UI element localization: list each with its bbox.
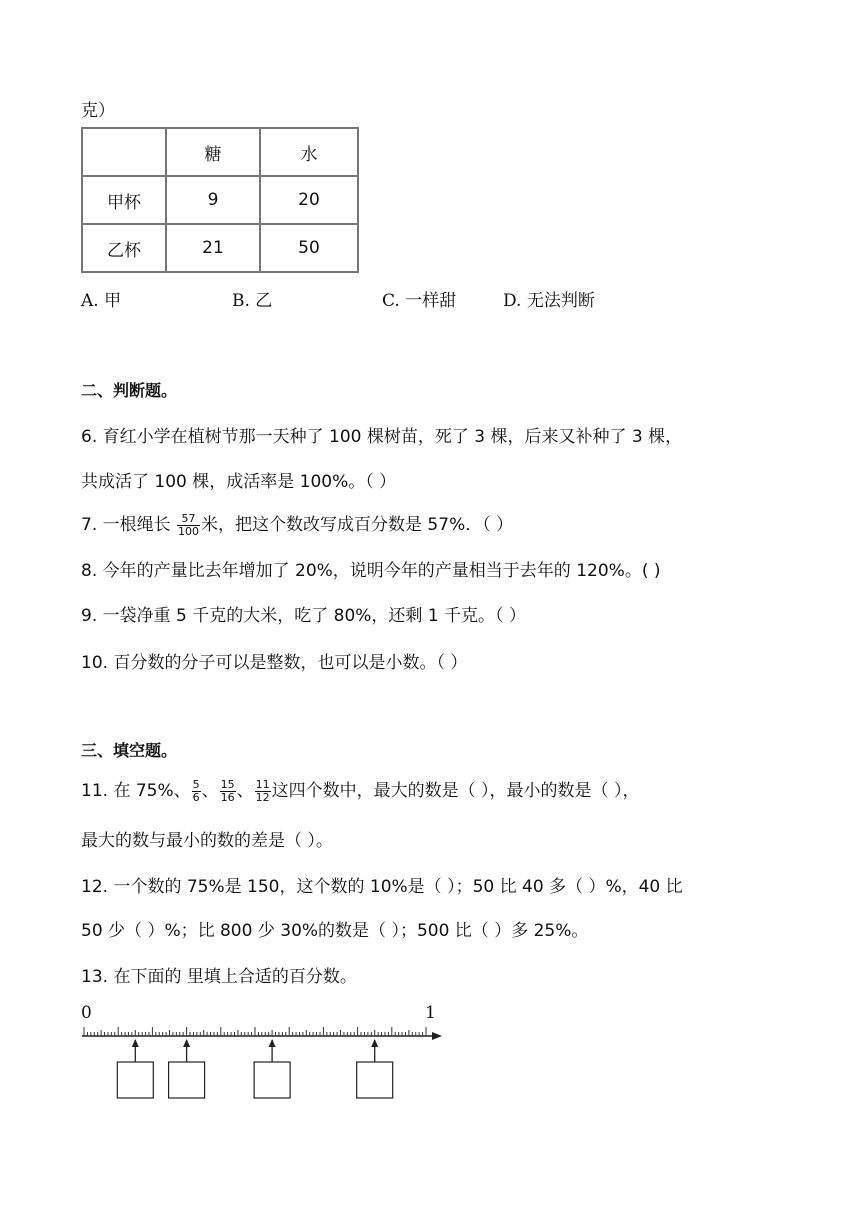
sugar-water-table bbox=[81, 127, 359, 273]
table-header-cell bbox=[82, 128, 166, 176]
separator: 、 bbox=[201, 781, 219, 801]
table-cell: 乙杯 bbox=[82, 224, 166, 272]
option-b: B. 乙 bbox=[232, 291, 273, 311]
answer-box[interactable] bbox=[254, 1062, 290, 1098]
table-cell: 50 bbox=[260, 224, 358, 272]
fraction-denominator: 12 bbox=[255, 790, 270, 804]
fraction-numerator: 57 bbox=[177, 513, 200, 526]
table-cell: 甲杯 bbox=[82, 176, 166, 224]
header-tail: 克） bbox=[81, 101, 115, 121]
question-10: 10. 百分数的分子可以是整数，也可以是小数。（ ） bbox=[81, 653, 468, 673]
question-7-prefix: 7. 一根绳长 bbox=[81, 515, 171, 535]
fraction-numerator: 15 bbox=[220, 777, 235, 791]
question-8: 8. 今年的产量比去年增加了 20%，说明今年的产量相当于去年的 120%。( ) bbox=[81, 561, 661, 581]
fraction-numerator: 5 bbox=[192, 777, 200, 791]
answer-box[interactable] bbox=[117, 1062, 153, 1098]
question-11-prefix: 11. 在 75%、 bbox=[81, 781, 191, 801]
number-line-marker bbox=[254, 1039, 290, 1098]
table-row bbox=[82, 176, 358, 224]
table-cell: 20 bbox=[260, 176, 358, 224]
marker-arrowhead bbox=[269, 1039, 276, 1047]
number-line-arrowhead bbox=[432, 1032, 442, 1040]
question-11-line-2: 最大的数与最小的数的差是（ ）。 bbox=[81, 831, 333, 851]
table-header-cell: 水 bbox=[260, 128, 358, 176]
answer-box[interactable] bbox=[169, 1062, 205, 1098]
separator: 、 bbox=[236, 781, 254, 801]
number-line-ticks bbox=[84, 1027, 426, 1036]
question-12-line-1: 12. 一个数的 75%是 150，这个数的 10%是（ ）；50 比 40 多（ ）%，40 比 bbox=[81, 877, 683, 897]
question-11-suffix: 这四个数中，最大的数是（ ），最小的数是（ ）， bbox=[271, 781, 640, 801]
fraction bbox=[255, 779, 271, 804]
number-line-end-label: 1 bbox=[425, 1003, 436, 1023]
marker-arrowhead bbox=[132, 1039, 139, 1047]
fraction-numerator: 11 bbox=[255, 777, 270, 791]
number-line-marker bbox=[169, 1039, 205, 1098]
fraction-denominator: 16 bbox=[220, 790, 235, 804]
question-9: 9. 一袋净重 5 千克的大米，吃了 80%，还剩 1 千克。（ ） bbox=[81, 606, 526, 626]
fraction-denominator: 6 bbox=[192, 790, 200, 804]
table-header-row bbox=[82, 128, 358, 176]
marker-arrowhead bbox=[371, 1039, 378, 1047]
question-7 bbox=[81, 510, 513, 538]
option-a: A. 甲 bbox=[81, 291, 122, 311]
table-header-cell: 糖 bbox=[166, 128, 260, 176]
question-7-suffix: 米，把这个数改写成百分数是 57%．（ ） bbox=[201, 515, 514, 535]
number-line-figure bbox=[70, 1000, 460, 1105]
section-title-fill-in: 三、填空题。 bbox=[81, 741, 178, 760]
fraction bbox=[192, 779, 201, 804]
marker-arrowhead bbox=[183, 1039, 190, 1047]
section-title-judgement: 二、判断题。 bbox=[81, 381, 178, 400]
number-line-start-label: 0 bbox=[81, 1003, 92, 1023]
table-cell: 21 bbox=[166, 224, 260, 272]
table-cell: 9 bbox=[166, 176, 260, 224]
table-row bbox=[82, 224, 358, 272]
fraction-denominator: 100 bbox=[178, 524, 200, 538]
fraction bbox=[220, 779, 236, 804]
number-line-markers bbox=[117, 1039, 392, 1098]
number-line-marker bbox=[357, 1039, 393, 1098]
option-c: C. 一样甜 bbox=[382, 291, 457, 311]
question-11-line-1 bbox=[81, 776, 639, 804]
question-6-line-2: 共成活了 100 棵，成活率是 100%。（ ） bbox=[81, 472, 397, 492]
number-line-marker bbox=[117, 1039, 153, 1098]
question-12-line-2: 50 少（ ）%；比 800 少 30%的数是（ ）；500 比（ ）多 25%。 bbox=[81, 921, 589, 941]
fraction bbox=[177, 513, 200, 538]
answer-box[interactable] bbox=[357, 1062, 393, 1098]
option-d: D. 无法判断 bbox=[503, 291, 595, 311]
question-13: 13. 在下面的 里填上合适的百分数。 bbox=[81, 967, 357, 987]
question-6-line-1: 6. 育红小学在植树节那一天种了 100 棵树苗，死了 3 棵，后来又补种了 3 棵， bbox=[81, 427, 683, 447]
